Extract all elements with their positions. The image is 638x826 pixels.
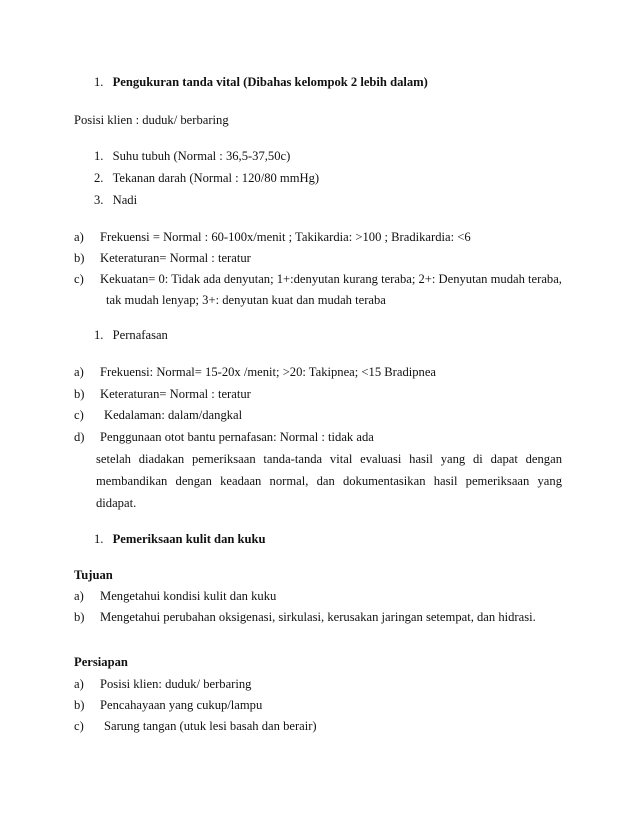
section-1-title: Pengukuran tanda vital (Dibahas kelompok 2 lebih dalam) [112,75,428,89]
item-marker: a) [74,365,84,379]
list-number: 3. [94,193,104,207]
section-1-heading [94,74,428,90]
item-marker: c) [74,272,84,286]
section-3-heading [94,531,266,547]
item-marker: c) [74,408,84,422]
item-marker: b) [74,251,85,265]
item-text: Pencahayaan yang cukup/lampu [100,698,263,712]
position-line: Posisi klien : duduk/ berbaring [74,113,229,127]
list-text: Suhu tubuh (Normal : 36,5-37,50c) [112,149,291,163]
item-text: Posisi klien: duduk/ berbaring [100,677,252,691]
item-text: Penggunaan otot bantu pernafasan: Normal : tidak ada [100,430,374,444]
persiapan-heading: Persiapan [74,655,128,669]
list-number: 1. [94,149,104,163]
item-marker: a) [74,677,84,691]
item-marker: b) [74,698,85,712]
list-number: 2. [94,171,104,185]
item-marker: d) [74,430,85,444]
section-3-title: Pemeriksaan kulit dan kuku [112,532,266,546]
item-text: Frekuensi: Normal= 15-20x /menit; >20: Takipnea; <15 Bradipnea [100,365,437,379]
item-text: Frekuensi = Normal : 60-100x/menit ; Takikardia: >100 ; Bradikardia: <6 [100,230,471,244]
paragraph-line: membandikan dengan keadaan normal, dan dokumentasikan hasil pemeriksaan yang [96,474,562,488]
item-text: Kekuatan= 0: Tidak ada denyutan; 1+:denyutan kurang teraba; 2+: Denyutan mudah teraba, [100,272,562,286]
item-marker: a) [74,589,84,603]
list-text: Tekanan darah (Normal : 120/80 mmHg) [112,171,320,185]
item-text-continuation: tak mudah lenyap; 3+: denyutan kuat dan mudah teraba [106,293,386,307]
pernafasan-title: Pernafasan [112,328,168,342]
list-item [94,192,137,208]
item-text: Mengetahui kondisi kulit dan kuku [100,589,277,603]
list-text: Nadi [112,193,138,207]
paragraph-line: setelah diadakan pemeriksaan tanda-tanda vital evaluasi hasil yang di dapat dengan [96,452,562,466]
item-marker: a) [74,230,84,244]
pernafasan-heading [94,327,168,343]
item-marker: b) [74,387,85,401]
item-text: Keteraturan= Normal : teratur [100,251,251,265]
item-text: Sarung tangan (utuk lesi basah dan berair) [104,719,317,733]
item-marker: c) [74,719,84,733]
item-text: Kedalaman: dalam/dangkal [104,408,243,422]
tujuan-heading: Tujuan [74,568,113,582]
section-3-number: 1. [94,532,104,546]
paragraph-line: didapat. [96,496,137,510]
list-item [94,148,290,164]
item-marker: b) [74,610,85,624]
section-1-number: 1. [94,75,104,89]
item-text: Keteraturan= Normal : teratur [100,387,251,401]
item-text: Mengetahui perubahan oksigenasi, sirkulasi, kerusakan jaringan setempat, dan hidrasi. [100,610,536,624]
list-number: 1. [94,328,104,342]
list-item [94,170,319,186]
